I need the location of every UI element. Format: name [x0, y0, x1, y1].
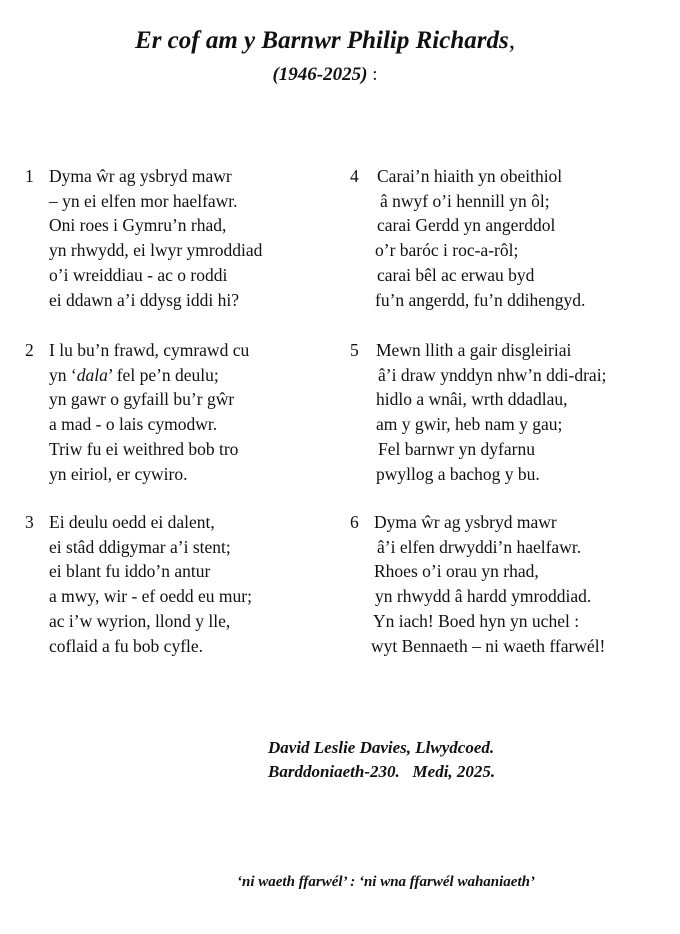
verse-line: – yn ei elfen mor haelfawr. [49, 190, 238, 211]
verse-line: yn eiriol, er cywiro. [49, 463, 188, 484]
stanza-number: 2 [25, 340, 34, 360]
poem-title-text: Er cof am y Barnwr Philip Richards [135, 27, 509, 54]
verse-line: Rhoes o’i orau yn rhad, [374, 561, 539, 582]
verse-line: hidlo a wnâi, wrth ddadlau, [376, 389, 568, 410]
verse-line: Ei deulu oedd ei dalent, [49, 512, 215, 532]
verse-line: a mwy, wir - ef oedd eu mur; [49, 586, 252, 607]
stanza-5 [350, 338, 606, 486]
verse-line: wyt Bennaeth – ni waeth ffarwél! [371, 635, 606, 656]
verse-line: a mad - o lais cymodwr. [49, 414, 218, 435]
stanza-3 [25, 510, 252, 658]
verse-line: ei ddawn a’i ddysg iddi hi? [49, 289, 240, 310]
verse-line: am y gwir, heb nam y gau; [376, 414, 563, 435]
poem-dates-text: (1946-2025) [272, 64, 368, 85]
verse-line: ac i’w wyrion, llond y lle, [49, 610, 231, 631]
verse-line: ei blant fu iddo’n antur [49, 561, 211, 582]
verse-line: Fel barnwr yn dyfarnu [378, 438, 535, 459]
verse-line: â’i elfen drwyddi’n haelfawr. [377, 536, 582, 557]
stanza-number: 5 [350, 340, 359, 360]
verse-line [49, 363, 249, 388]
stanza-number: 1 [25, 166, 34, 186]
footnote: ‘ni waeth ffarwél’ : ‘ni wna ffarwél wahaniaeth’ [237, 874, 535, 890]
verse-line: Yn iach! Boed hyn yn uchel : [373, 610, 580, 631]
verse-line: â nwyf o’i hennill yn ôl; [380, 190, 550, 211]
verse-line: yn gawr o gyfaill bu’r gŵr [49, 389, 235, 410]
poem-dates-colon: : [367, 64, 378, 85]
verse-line: I lu bu’n frawd, cymrawd cu [49, 340, 250, 360]
verse-line: yn rhwydd, ei lwyr ymroddiad [49, 240, 263, 261]
verse-line: Oni roes i Gymru’n rhad, [49, 215, 227, 236]
verse-line: carai Gerdd yn angerddol [377, 215, 556, 236]
verse-line: fu’n angerdd, fu’n ddihengyd. [375, 289, 586, 310]
poem-reference: Barddoniaeth-230. [268, 762, 400, 781]
verse-line: coflaid a fu bob cyfle. [49, 635, 204, 656]
verse-line-part: ’ fel pe’n deulu; [107, 364, 219, 385]
verse-line: Triw fu ei weithred bob tro [49, 438, 239, 459]
stanza-6 [350, 510, 605, 658]
stanza-number: 4 [350, 166, 359, 186]
verse-line: Carai’n hiaith yn obeithiol [377, 166, 563, 186]
stanza-2 [25, 338, 249, 486]
poem-dates [0, 64, 650, 86]
verse-line: pwyllog a bachog y bu. [376, 463, 540, 484]
signature-block [268, 736, 495, 784]
verse-line: Dyma ŵr ag ysbryd mawr [374, 512, 557, 532]
verse-line: yn rhwydd â hardd ymroddiad. [375, 586, 592, 607]
verse-line: o’i wreiddiau - ac o roddi [49, 264, 228, 285]
stanza-4 [350, 164, 585, 312]
verse-line: carai bêl ac erwau byd [377, 264, 535, 285]
verse-line-italic-word: dala [76, 364, 108, 385]
reference-line [268, 760, 495, 784]
poem-title-comma: , [508, 27, 515, 54]
verse-line: â’i draw ynddyn nhw’n ddi-drai; [378, 364, 607, 385]
poem-date: Medi, 2025. [412, 762, 496, 781]
stanza-number: 6 [350, 512, 359, 532]
poem-title [0, 27, 650, 55]
verse-line-part: yn ‘ [49, 364, 77, 385]
verse-line: Mewn llith a gair disgleiriai [376, 340, 572, 360]
verse-line: o’r baróc i roc-a-rôl; [375, 240, 519, 261]
stanza-1 [25, 164, 262, 312]
author-line: David Leslie Davies, Llwydcoed. [268, 738, 495, 757]
verse-line: Dyma ŵr ag ysbryd mawr [49, 166, 232, 186]
stanza-number: 3 [25, 512, 34, 532]
verse-line: ei stâd ddigymar a’i stent; [49, 536, 231, 557]
